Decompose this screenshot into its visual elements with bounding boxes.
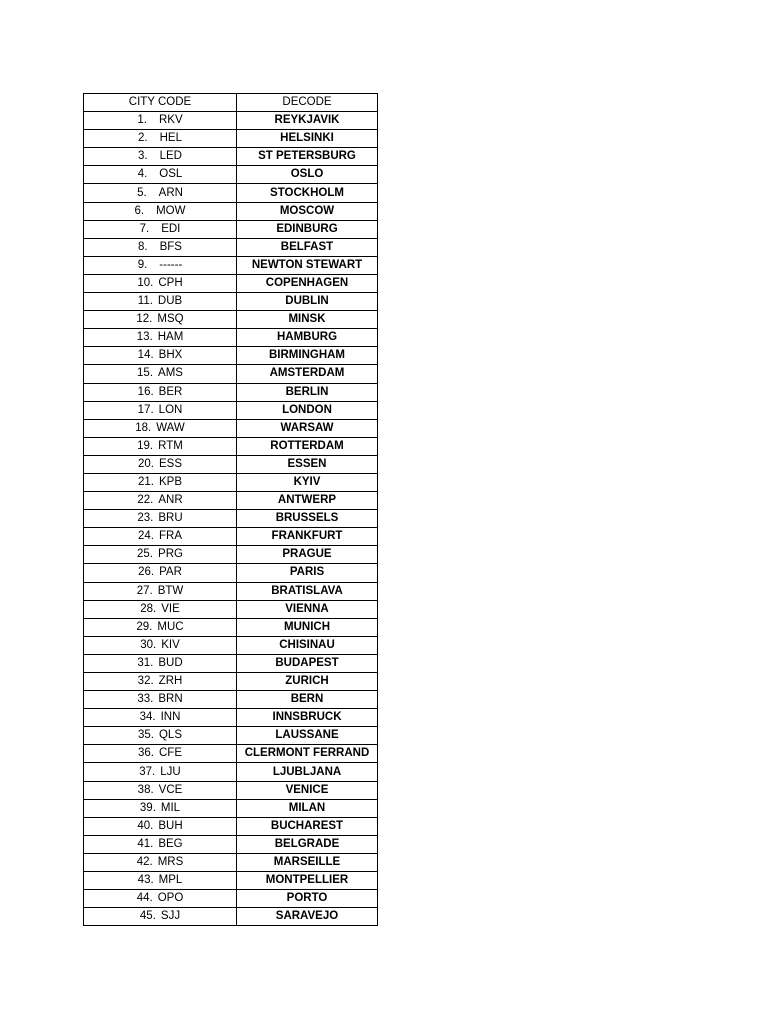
city-code-cell [84, 130, 237, 148]
city-code-cell [84, 256, 237, 274]
table-row [84, 401, 378, 419]
table-row [84, 148, 378, 166]
table-row [84, 908, 378, 926]
city-name: NEWTON STEWART [237, 256, 378, 274]
city-code: ------ [159, 258, 183, 271]
row-number: 45. [139, 910, 156, 923]
city-code: KIV [161, 638, 180, 651]
row-number: 20. [137, 457, 154, 470]
city-code-cell [84, 908, 237, 926]
table-row [84, 293, 378, 311]
row-number: 11. [137, 295, 153, 308]
city-code-cell [84, 455, 237, 473]
row-number: 33. [137, 693, 154, 706]
row-number: 42. [136, 855, 153, 868]
city-name: CHISINAU [237, 636, 378, 654]
city-code-cell [84, 365, 237, 383]
row-number: 36. [138, 747, 154, 760]
city-code: HAM [157, 331, 184, 344]
city-code-cell [84, 148, 237, 166]
city-code: OSL [159, 168, 183, 181]
row-number: 7. [139, 222, 150, 235]
city-code: MSQ [157, 313, 184, 326]
table-row [84, 202, 378, 220]
row-number: 35. [137, 729, 154, 742]
city-code-cell [84, 763, 237, 781]
city-code-cell [84, 492, 237, 510]
city-code: INN [160, 711, 181, 724]
city-code: MPL [158, 874, 183, 887]
table-row [84, 582, 378, 600]
table-row [84, 492, 378, 510]
city-name: BIRMINGHAM [237, 347, 378, 365]
city-code: FRA [159, 530, 182, 543]
row-number: 40. [137, 819, 154, 832]
city-name: LONDON [237, 401, 378, 419]
city-code: OPO [157, 892, 184, 905]
city-name: BERLIN [237, 383, 378, 401]
row-number: 5. [137, 186, 147, 199]
city-code-cell [84, 781, 237, 799]
city-code: WAW [156, 421, 185, 434]
table-row [84, 799, 378, 817]
row-number: 37. [139, 765, 156, 778]
row-number: 25. [137, 548, 154, 561]
city-code-cell [84, 817, 237, 835]
table-row [84, 238, 378, 256]
row-number: 28. [140, 602, 157, 615]
row-number: 15. [137, 367, 154, 380]
city-code-cell [84, 618, 237, 636]
city-code-cell [84, 311, 237, 329]
city-code-cell [84, 293, 237, 311]
city-code-cell [84, 329, 237, 347]
row-number: 41. [137, 837, 154, 850]
row-number: 39. [139, 801, 156, 814]
city-code: PRG [158, 548, 183, 561]
city-name: EDINBURG [237, 220, 378, 238]
table-row [84, 112, 378, 130]
city-code: LED [159, 150, 182, 163]
city-code-cell [84, 202, 237, 220]
row-number: 16. [137, 385, 154, 398]
table-body [84, 94, 378, 926]
city-code-cell [84, 582, 237, 600]
city-name: COPENHAGEN [237, 274, 378, 292]
city-code: ANR [158, 494, 183, 507]
city-name: MUNICH [237, 618, 378, 636]
table-row [84, 745, 378, 763]
city-name: ESSEN [237, 455, 378, 473]
table-row [84, 184, 378, 202]
city-code-cell [84, 853, 237, 871]
city-name: ROTTERDAM [237, 437, 378, 455]
city-name: DUBLIN [237, 293, 378, 311]
table-row [84, 130, 378, 148]
city-code: MRS [157, 855, 184, 868]
city-code-cell [84, 691, 237, 709]
city-code-cell [84, 347, 237, 365]
city-name: INNSBRUCK [237, 709, 378, 727]
row-number: 23. [137, 512, 154, 525]
city-code: ESS [158, 457, 182, 470]
city-code-cell [84, 709, 237, 727]
city-code: QLS [158, 729, 182, 742]
row-number: 44. [136, 892, 153, 905]
city-name: MARSEILLE [237, 853, 378, 871]
city-name: HAMBURG [237, 329, 378, 347]
city-name: BERN [237, 691, 378, 709]
city-code: RTM [158, 439, 183, 452]
city-code-cell [84, 727, 237, 745]
row-number: 1. [137, 114, 147, 127]
city-code-cell [84, 890, 237, 908]
city-code-cell [84, 654, 237, 672]
city-code-cell [84, 510, 237, 528]
table-row [84, 691, 378, 709]
city-code-cell [84, 238, 237, 256]
city-name: KYIV [237, 473, 378, 491]
row-number: 38. [137, 783, 154, 796]
city-code: ZRH [158, 675, 183, 688]
city-code-cell [84, 636, 237, 654]
city-name: MILAN [237, 799, 378, 817]
row-number: 9. [137, 258, 148, 271]
table-row [84, 564, 378, 582]
row-number: 17. [137, 403, 154, 416]
city-name: PRAGUE [237, 546, 378, 564]
city-code-cell [84, 437, 237, 455]
table-row [84, 220, 378, 238]
city-code-cell [84, 546, 237, 564]
city-name: SARAVEJO [237, 908, 378, 926]
city-code: RKV [158, 114, 183, 127]
city-code-cell [84, 166, 237, 184]
city-code-cell [84, 274, 237, 292]
table-row [84, 383, 378, 401]
table-row [84, 636, 378, 654]
city-code-cell [84, 112, 237, 130]
table-row [84, 419, 378, 437]
row-number: 29. [136, 620, 153, 633]
header-row [84, 94, 378, 112]
row-number: 6. [134, 204, 145, 217]
row-number: 43. [137, 874, 154, 887]
city-code: AMS [158, 367, 183, 380]
table-row [84, 763, 378, 781]
table-row [84, 546, 378, 564]
city-code: BRN [158, 693, 183, 706]
city-code-cell [84, 564, 237, 582]
row-number: 32. [137, 675, 154, 688]
city-code-cell [84, 528, 237, 546]
city-code: BFS [159, 240, 182, 253]
city-code-cell [84, 401, 237, 419]
table-row [84, 365, 378, 383]
city-name: VENICE [237, 781, 378, 799]
row-number: 18. [135, 421, 152, 434]
city-code: BER [158, 385, 183, 398]
city-name: BELGRADE [237, 835, 378, 853]
city-code: BRU [158, 512, 183, 525]
table-row [84, 872, 378, 890]
city-code: BUD [158, 656, 183, 669]
city-code: HEL [159, 132, 182, 145]
city-code: PAR [159, 566, 182, 579]
row-number: 31. [137, 656, 154, 669]
city-code: VCE [158, 783, 183, 796]
city-code-cell [84, 600, 237, 618]
row-number: 10. [137, 276, 154, 289]
city-name: ST PETERSBURG [237, 148, 378, 166]
city-code-table [83, 93, 378, 926]
city-name: BUCHAREST [237, 817, 378, 835]
city-code: VIE [161, 602, 180, 615]
city-code: CPH [158, 276, 183, 289]
table-row [84, 274, 378, 292]
city-code: BHX [158, 349, 183, 362]
city-code: CFE [159, 747, 182, 760]
city-name: BUDAPEST [237, 654, 378, 672]
city-code: BTW [157, 584, 184, 597]
header-decode: DECODE [237, 94, 378, 112]
city-code: LON [158, 403, 183, 416]
city-name: PORTO [237, 890, 378, 908]
table-row [84, 510, 378, 528]
row-number: 8. [138, 240, 148, 253]
row-number: 3. [138, 150, 148, 163]
city-name: WARSAW [237, 419, 378, 437]
row-number: 13. [136, 331, 153, 344]
table-row [84, 329, 378, 347]
city-code-cell [84, 419, 237, 437]
table-row [84, 600, 378, 618]
table-row [84, 709, 378, 727]
city-code-cell [84, 673, 237, 691]
row-number: 2. [138, 132, 148, 145]
city-name: PARIS [237, 564, 378, 582]
table-row [84, 890, 378, 908]
city-code: MUC [157, 620, 184, 633]
city-code: DUB [157, 295, 183, 308]
row-number: 22. [137, 494, 154, 507]
city-code: ARN [158, 186, 183, 199]
city-name: ANTWERP [237, 492, 378, 510]
header-city-code: CITY CODE [84, 94, 237, 112]
row-number: 14. [137, 349, 154, 362]
city-name: BRUSSELS [237, 510, 378, 528]
table-row [84, 473, 378, 491]
row-number: 30. [140, 638, 157, 651]
city-code-cell [84, 383, 237, 401]
row-number: 27. [136, 584, 153, 597]
city-code: BEG [158, 837, 183, 850]
city-name: CLERMONT FERRAND [237, 745, 378, 763]
city-name: LAUSSANE [237, 727, 378, 745]
city-name: LJUBLJANA [237, 763, 378, 781]
row-number: 34. [139, 711, 156, 724]
row-number: 12. [136, 313, 153, 326]
table-row [84, 654, 378, 672]
city-code: BUH [158, 819, 183, 832]
city-name: MINSK [237, 311, 378, 329]
city-name: STOCKHOLM [237, 184, 378, 202]
city-name: MOSCOW [237, 202, 378, 220]
table-row [84, 835, 378, 853]
table-row [84, 437, 378, 455]
row-number: 24. [138, 530, 154, 543]
city-code-cell [84, 835, 237, 853]
city-name: VIENNA [237, 600, 378, 618]
city-code-cell [84, 799, 237, 817]
city-name: HELSINKI [237, 130, 378, 148]
city-code-cell [84, 872, 237, 890]
city-code: MIL [160, 801, 181, 814]
city-code: KPB [158, 476, 182, 489]
city-code-cell [84, 745, 237, 763]
city-code-cell [84, 184, 237, 202]
city-code: LJU [160, 765, 181, 778]
city-name: BELFAST [237, 238, 378, 256]
table-row [84, 166, 378, 184]
row-number: 21. [137, 476, 154, 489]
table-row [84, 528, 378, 546]
city-name: FRANKFURT [237, 528, 378, 546]
city-name: REYKJAVIK [237, 112, 378, 130]
table-row [84, 455, 378, 473]
city-name: OSLO [237, 166, 378, 184]
city-name: ZURICH [237, 673, 378, 691]
table-row [84, 347, 378, 365]
city-name: AMSTERDAM [237, 365, 378, 383]
city-code-cell [84, 473, 237, 491]
city-code: SJJ [160, 910, 181, 923]
city-code-cell [84, 220, 237, 238]
table-row [84, 727, 378, 745]
table-row [84, 311, 378, 329]
row-number: 4. [137, 168, 148, 181]
table-row [84, 781, 378, 799]
row-number: 26. [138, 566, 155, 579]
table-row [84, 618, 378, 636]
city-code: MOW [156, 204, 186, 217]
table-row [84, 256, 378, 274]
table-row [84, 817, 378, 835]
table-row [84, 673, 378, 691]
row-number: 19. [137, 439, 154, 452]
city-code: EDI [161, 222, 181, 235]
table-row [84, 853, 378, 871]
city-name: MONTPELLIER [237, 872, 378, 890]
city-name: BRATISLAVA [237, 582, 378, 600]
